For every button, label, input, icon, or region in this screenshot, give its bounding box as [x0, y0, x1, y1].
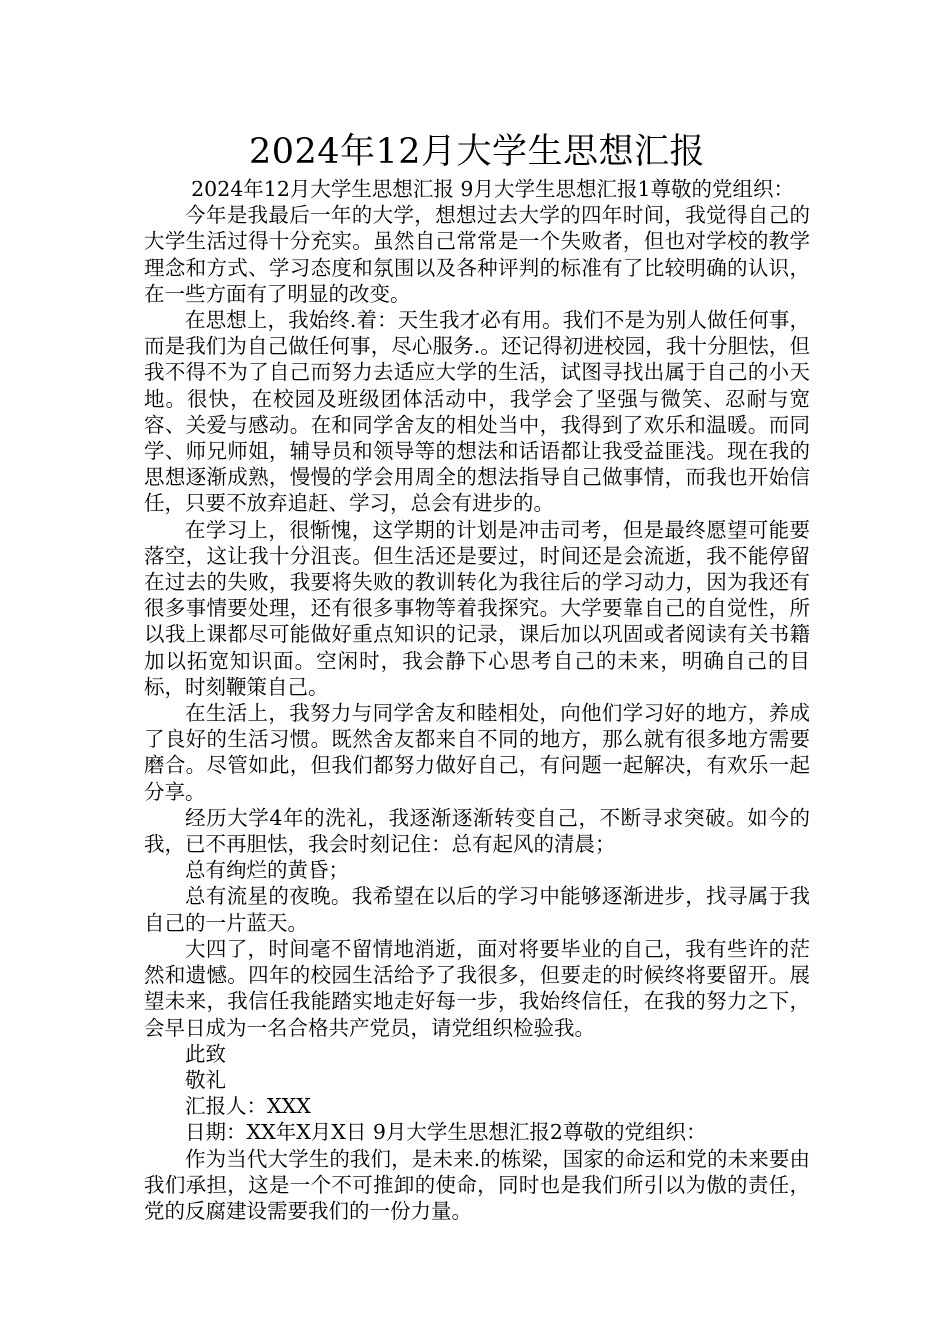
document-title: 2024年12月大学生思想汇报 — [248, 132, 706, 172]
document-page — [144, 128, 810, 1224]
paragraph-intro: 今年是我最后一年的大学，想想过去大学的四年时间，我觉得自己的大学生活过得十分充实。虽然自己常常是一个失败者，但也对学校的教学理念和方式、学习态度和氛围以及各种评判的标准有了比较明确的认识，在一些方面有了明显的改变。 — [144, 203, 810, 306]
paragraph-experience: 经历大学4年的洗礼，我逐渐逐渐转变自己，不断寻求突破。如今的我，已不再胆怯，我会时刻记住：总有起风的清晨； — [144, 805, 810, 857]
date-line: 日期：XX年X月X日 9月大学生思想汇报2尊敬的党组织： — [185, 1120, 707, 1145]
reporter-line: 汇报人：XXX — [185, 1094, 311, 1119]
paragraph-study: 在学习上，很惭愧，这学期的计划是冲击司考，但是最终愿望可能要落空，这让我十分沮丧。但生活还是要过，时间还是会流逝，我不能停留在过去的失败，我要将失败的教训转化为我往后的学习动力，因为我还有很多事情要处理，还有很多事物等着我探究。大学要靠自己的自觉性，所以我上课都尽可能做好重点知识的记录，课后加以巩固或者阅读有关书籍加以拓宽知识面。空闲时，我会静下心思考自己的未来，明确自己的目标，时刻鞭策自己。 — [144, 517, 810, 699]
paragraph-life: 在生活上，我努力与同学舍友和睦相处，向他们学习好的地方，养成了良好的生活习惯。既然舍友都来自不同的地方，那么就有很多地方需要磨合。尽管如此，但我们都努力做好自己，有问题一起解决，有欢乐一起分享。 — [144, 701, 810, 804]
paragraph-second-report: 作为当代大学生的我们，是未来.的栋梁，国家的命运和党的未来要由我们承担，这是一个不可推卸的使命，同时也是我们所引以为傲的责任，党的反腐建设需要我们的一份力量。 — [144, 1146, 810, 1223]
document-body — [144, 176, 810, 1224]
paragraph-opening: 2024年12月大学生思想汇报 9月大学生思想汇报1尊敬的党组织： — [191, 177, 794, 201]
paragraph-night: 总有流星的夜晚。我希望在以后的学习中能够逐渐进步，找寻属于我自己的一片蓝天。 — [144, 884, 810, 935]
paragraph-senior: 大四了，时间毫不留情地消逝，面对将要毕业的自己，我有些许的茫然和遗憾。四年的校园生活给予了我很多，但要走的时候终将要留开。展望未来，我信任我能踏实地走好每一步，我始终信任，在我的努力之下，会早日成为一名合格共产党员，请党组织检验我。 — [144, 936, 810, 1040]
paragraph-thought: 在思想上，我始终.着：天生我才必有用。我们不是为别人做任何事，而是我们为自己做任何事，尽心服务.。还记得初进校园，我十分胆怯，但我不得不为了自己而努力去适应大学的生活，试图寻找出属于自己的小天地。很快，在校园及班级团体活动中，我学会了坚强与微笑、忍耐与宽容、关爱与感动。在和同学舍友的相处当中，我得到了欢乐和温暖。而同学、师兄师姐，辅导员和领导等的想法和话语都让我受益匪浅。现在我的思想逐渐成熟，慢慢的学会用周全的想法指导自己做事情，而我也开始信任，只要不放弃追赶、学习，总会有进步的。 — [144, 308, 810, 516]
paragraph-dusk: 总有绚烂的黄昏； — [185, 858, 349, 883]
closing-respect: 敬礼 — [185, 1067, 226, 1092]
closing-salutation: 此致 — [185, 1041, 226, 1066]
